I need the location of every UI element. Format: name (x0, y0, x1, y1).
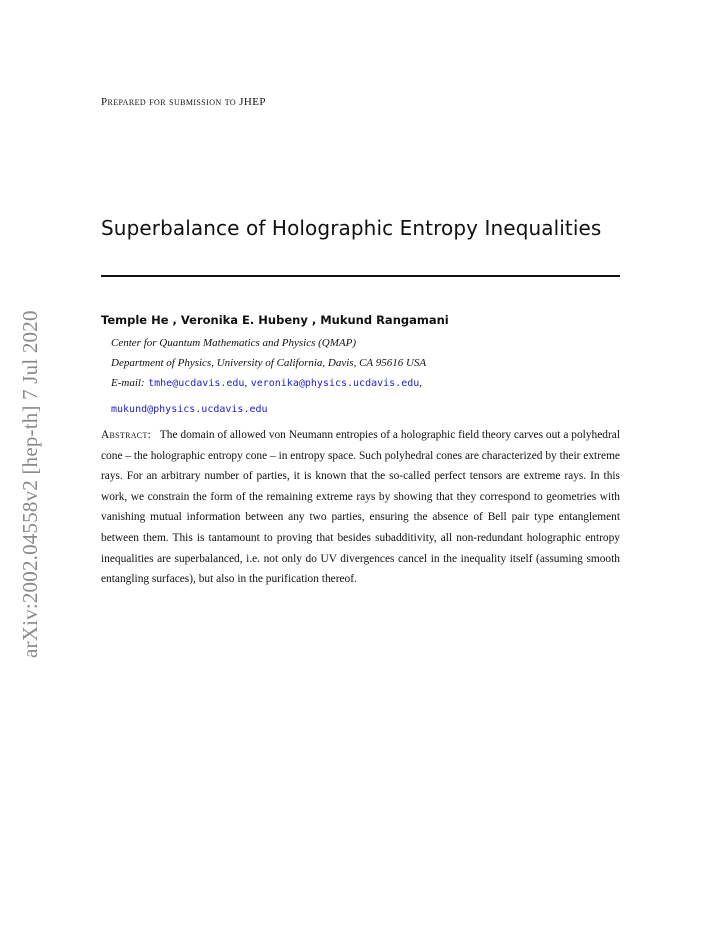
affiliation-institute: Center for Quantum Mathematics and Physics (QMAP) (111, 337, 357, 349)
email-label: E-mail: (111, 377, 145, 389)
affiliation-department: Department of Physics, University of California, Davis, CA 95616 USA (111, 357, 427, 369)
email-separator: , (244, 377, 248, 389)
paper-title: Superbalance of Holographic Entropy Inequalities (101, 216, 602, 240)
email-link-tmhe[interactable]: tmhe@ucdavis.edu (148, 378, 245, 389)
email-line (111, 376, 422, 389)
email-separator: , (419, 377, 423, 389)
email-link-veronika[interactable]: veronika@physics.ucdavis.edu (250, 378, 420, 389)
abstract-block (101, 425, 620, 590)
abstract-text: The domain of allowed von Neumann entropies of a holographic field theory carves out a polyhedral cone – the holographic entropy cone – in entropy space. Such polyhedral cones are characterized by their extreme rays. For an arbitrary number of parties, it is known that the so-called perfect tensors are extreme rays. In this work, we constrain the form of the remaining extreme rays by showing that they correspond to geometries with vanishing mutual information between any two parties, ensuring the absence of Bell pair type entanglement between them. This is tantamount to proving that besides subadditivity, all non-redundant holographic entropy inequalities are superbalanced, i.e. not only do UV divergences cancel in the inequality itself (assuming smooth entangling surfaces), but also in the purification thereof. (101, 429, 620, 586)
email-line-second (111, 397, 268, 416)
author-list: Temple He , Veronika E. Hubeny , Mukund Rangamani (101, 313, 449, 327)
abstract-heading: Abstract: (101, 429, 152, 441)
email-link-mukund[interactable]: mukund@physics.ucdavis.edu (111, 404, 268, 415)
arxiv-identifier-stamp: arXiv:2002.04558v2 [hep-th] 7 Jul 2020 (18, 310, 42, 658)
journal-preparation-note: Prepared for submission to JHEP (101, 96, 266, 108)
title-divider (101, 275, 620, 277)
